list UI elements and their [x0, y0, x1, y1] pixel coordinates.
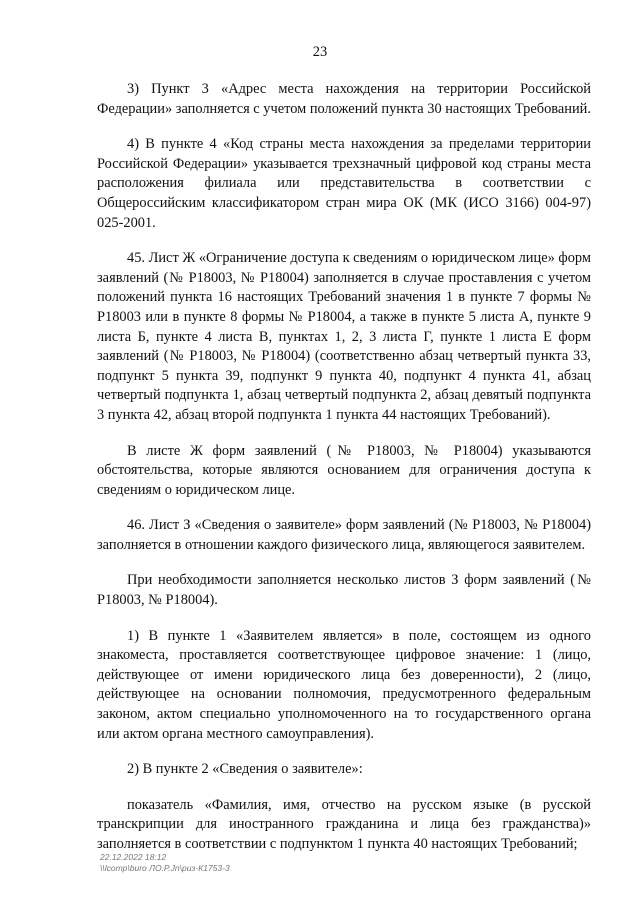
paragraph-sheet-zh-circumstances: В листе Ж форм заявлений (№ Р18003, № Р18004) указываются обстоятельства, которые являются основанием для ограничения доступа к сведениям о юридическом лице. — [97, 442, 591, 498]
document-body — [97, 80, 591, 871]
footer-file-path: \\lcomp\buro ЛО.Р.Jn\pиз-К1753-3 — [100, 863, 230, 873]
paragraph-subitem-4: 4) В пункте 4 «Код страны места нахождения за пределами территории Российской Федерации» указывается трехзначный цифровой код страны места расположения филиала или представительства в соответствии с Общероссийским классификатором стран мира ОК (МК (ИСО 3166) 004-97) 025-2001. — [97, 136, 591, 231]
paragraph-subitem-3: 3) Пункт 3 «Адрес места нахождения на территории Российской Федерации» заполняется с учетом положений пункта 30 настоящих Требований. — [97, 81, 591, 117]
page-number: 23 — [312, 44, 328, 60]
paragraph-item-45: 45. Лист Ж «Ограничение доступа к сведениям о юридическом лице» форм заявлений (№ Р18003, № Р18004) заполняется в случае проставления с учетом положений пункта 16 настоящих Требований значения 1 в пункте 7 формы № Р18003 или в пункте 8 формы № Р18004, а также в пункте 5 листа А, пункте 9 листа Б, пункте 4 листа В, пунктах 1, 2, 3 листа Г, пункте 1 листа Е форм заявлений (№ Р18003, № Р18004) (соответственно абзац четвертый пункта 33, подпункт 5 пункта 39, подпункт 9 пункта 40, подпункт 4 пункта 41, абзац четвертый подпункта 1, абзац четвертый подпункта 2, абзац девятый подпункта 3 пункта 42, абзац второй подпункта 1 пункта 44 настоящих Требований). — [97, 250, 591, 423]
paragraph-item-46: 46. Лист З «Сведения о заявителе» форм заявлений (№ Р18003, № Р18004) заполняется в отношении каждого физического лица, являющегося заявителем. — [97, 517, 591, 553]
paragraph-subitem-2-info: 2) В пункте 2 «Сведения о заявителе»: — [127, 761, 363, 778]
paragraph-multiple-sheets: При необходимости заполняется несколько листов З форм заявлений (№ Р18003, № Р18004). — [97, 572, 591, 609]
paragraph-subitem-1-applicant: 1) В пункте 1 «Заявителем является» в поле, состоящем из одного знакоместа, проставляется соответствующее цифровое значение: 1 (лицо, действующее от имени юридического лица без доверенности), 2 (лицо, действующее на основании полномочия, предусмотренного федеральным законом, актом специально уполномоченного на то государственного органа или актом органа местного самоуправления). — [97, 627, 591, 742]
footer-timestamp: 22.12.2022 18:12 — [100, 852, 167, 862]
print-footer — [100, 852, 230, 874]
paragraph-indicator-full-name: показатель «Фамилия, имя, отчество на русском языке (в русской транскрипции для иностранного гражданина и лица без гражданства)» заполняется в соответствии с подпунктом 1 пункта 40 настоящих Требований; — [97, 796, 591, 852]
